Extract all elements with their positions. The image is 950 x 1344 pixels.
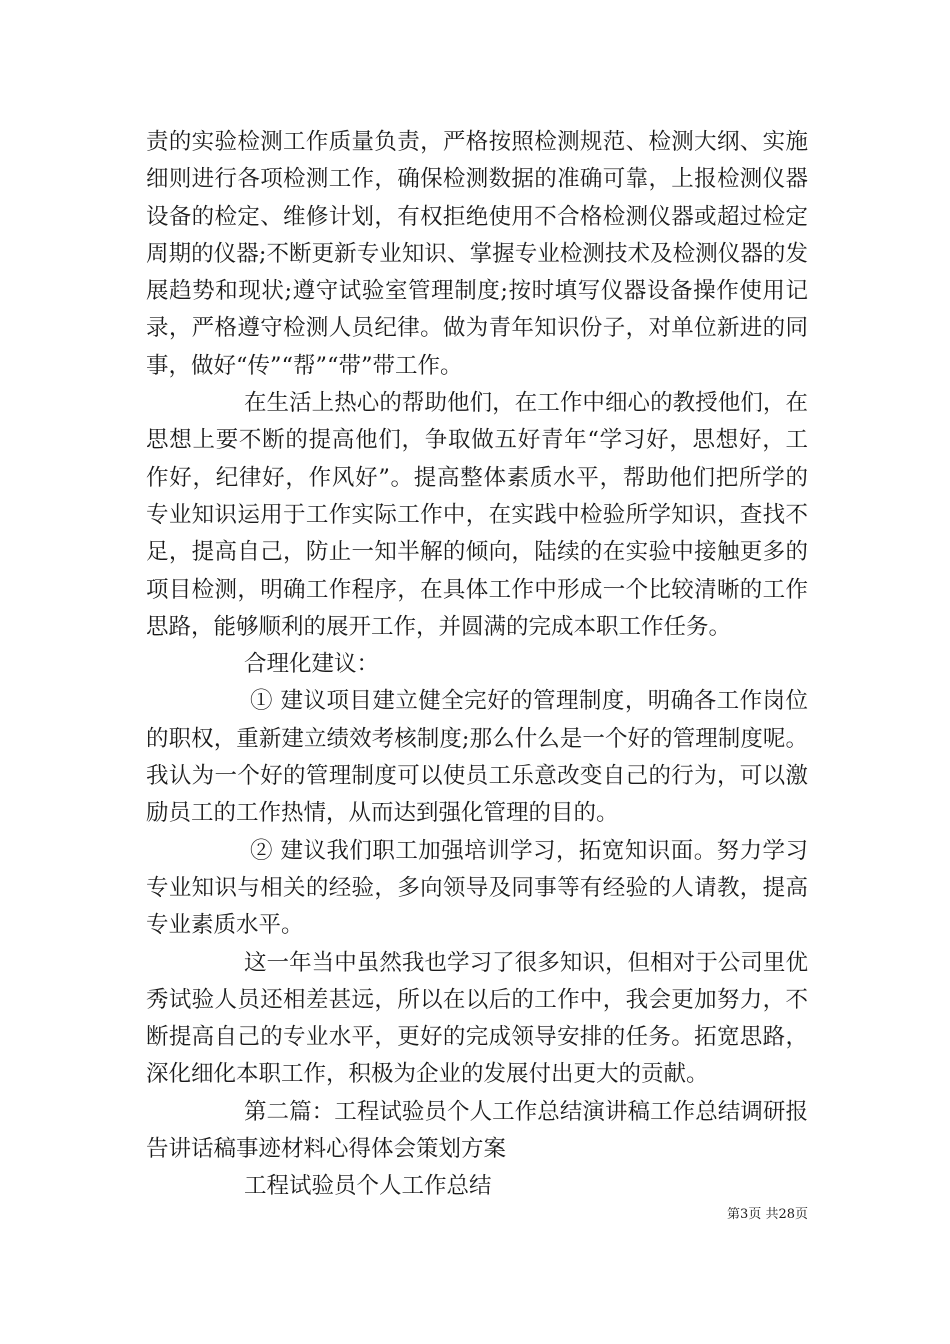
text-line: 录，严格遵守检测人员纪律。做为青年知识份子，对单位新进的同 xyxy=(146,315,808,342)
text-line: 专业知识与相关的经验，多向领导及同事等有经验的人请教，提高 xyxy=(146,874,808,901)
text-line: 工程试验员个人工作总结 xyxy=(244,1173,492,1200)
body-text xyxy=(146,124,808,1206)
text-line: 专业素质水平。 xyxy=(146,912,304,939)
text-line: 这一年当中虽然我也学习了很多知识，但相对于公司里优 xyxy=(244,949,808,976)
text-line: 深化细化本职工作，积极为企业的发展付出更大的贡献。 xyxy=(146,1061,709,1088)
text-line: ② 建议我们职工加强培训学习，拓宽知识面。努力学习 xyxy=(250,837,808,864)
text-line: 秀试验人员还相差甚远，所以在以后的工作中，我会更加努力，不 xyxy=(146,986,808,1013)
page-number: 第3页 共28页 xyxy=(727,1207,808,1222)
text-line: 思路，能够顺利的展开工作，并圆满的完成本职工作任务。 xyxy=(146,613,732,640)
text-line: 周期的仪器;不断更新专业知识、掌握专业检测技术及检测仪器的发 xyxy=(146,240,808,267)
text-line: 思想上要不断的提高他们，争取做五好青年“学习好，思想好，工 xyxy=(146,427,808,454)
text-line: 足，提高自己，防止一知半解的倾向，陆续的在实验中接触更多的 xyxy=(146,539,808,566)
text-line: 细则进行各项检测工作，确保检测数据的准确可靠，上报检测仪器 xyxy=(146,166,808,193)
text-line: 项目检测，明确工作程序，在具体工作中形成一个比较清晰的工作 xyxy=(146,576,808,603)
text-line: 责的实验检测工作质量负责，严格按照检测规范、检测大纲、实施 xyxy=(146,129,808,155)
text-line: 展趋势和现状;遵守试验室管理制度;按时填写仪器设备操作使用记 xyxy=(146,278,808,305)
text-line: 第二篇：工程试验员个人工作总结演讲稿工作总结调研报 xyxy=(244,1098,808,1125)
text-line: 我认为一个好的管理制度可以使员工乐意改变自己的行为，可以激 xyxy=(146,763,808,790)
text-line: 的职权，重新建立绩效考核制度;那么什么是一个好的管理制度呢。 xyxy=(146,725,808,752)
text-line: 告讲话稿事迹材料心得体会策划方案 xyxy=(146,1136,507,1163)
text-line: 事，做好“传”“帮”“带”带工作。 xyxy=(146,352,463,379)
text-line: 励员工的工作热情，从而达到强化管理的目的。 xyxy=(146,800,619,827)
text-line: 合理化建议： xyxy=(244,651,380,678)
text-line: 断提高自己的专业水平，更好的完成领导安排的任务。拓宽思路， xyxy=(146,1024,808,1051)
text-line: 作好，纪律好，作风好”。提高整体素质水平，帮助他们把所学的 xyxy=(146,464,808,491)
text-line: 设备的检定、维修计划，有权拒绝使用不合格检测仪器或超过检定 xyxy=(146,203,808,230)
text-line: 在生活上热心的帮助他们，在工作中细心的教授他们，在 xyxy=(244,390,808,417)
text-line: 专业知识运用于工作实际工作中，在实践中检验所学知识，查找不 xyxy=(146,501,808,528)
text-line: ① 建议项目建立健全完好的管理制度，明确各工作岗位 xyxy=(250,688,808,715)
